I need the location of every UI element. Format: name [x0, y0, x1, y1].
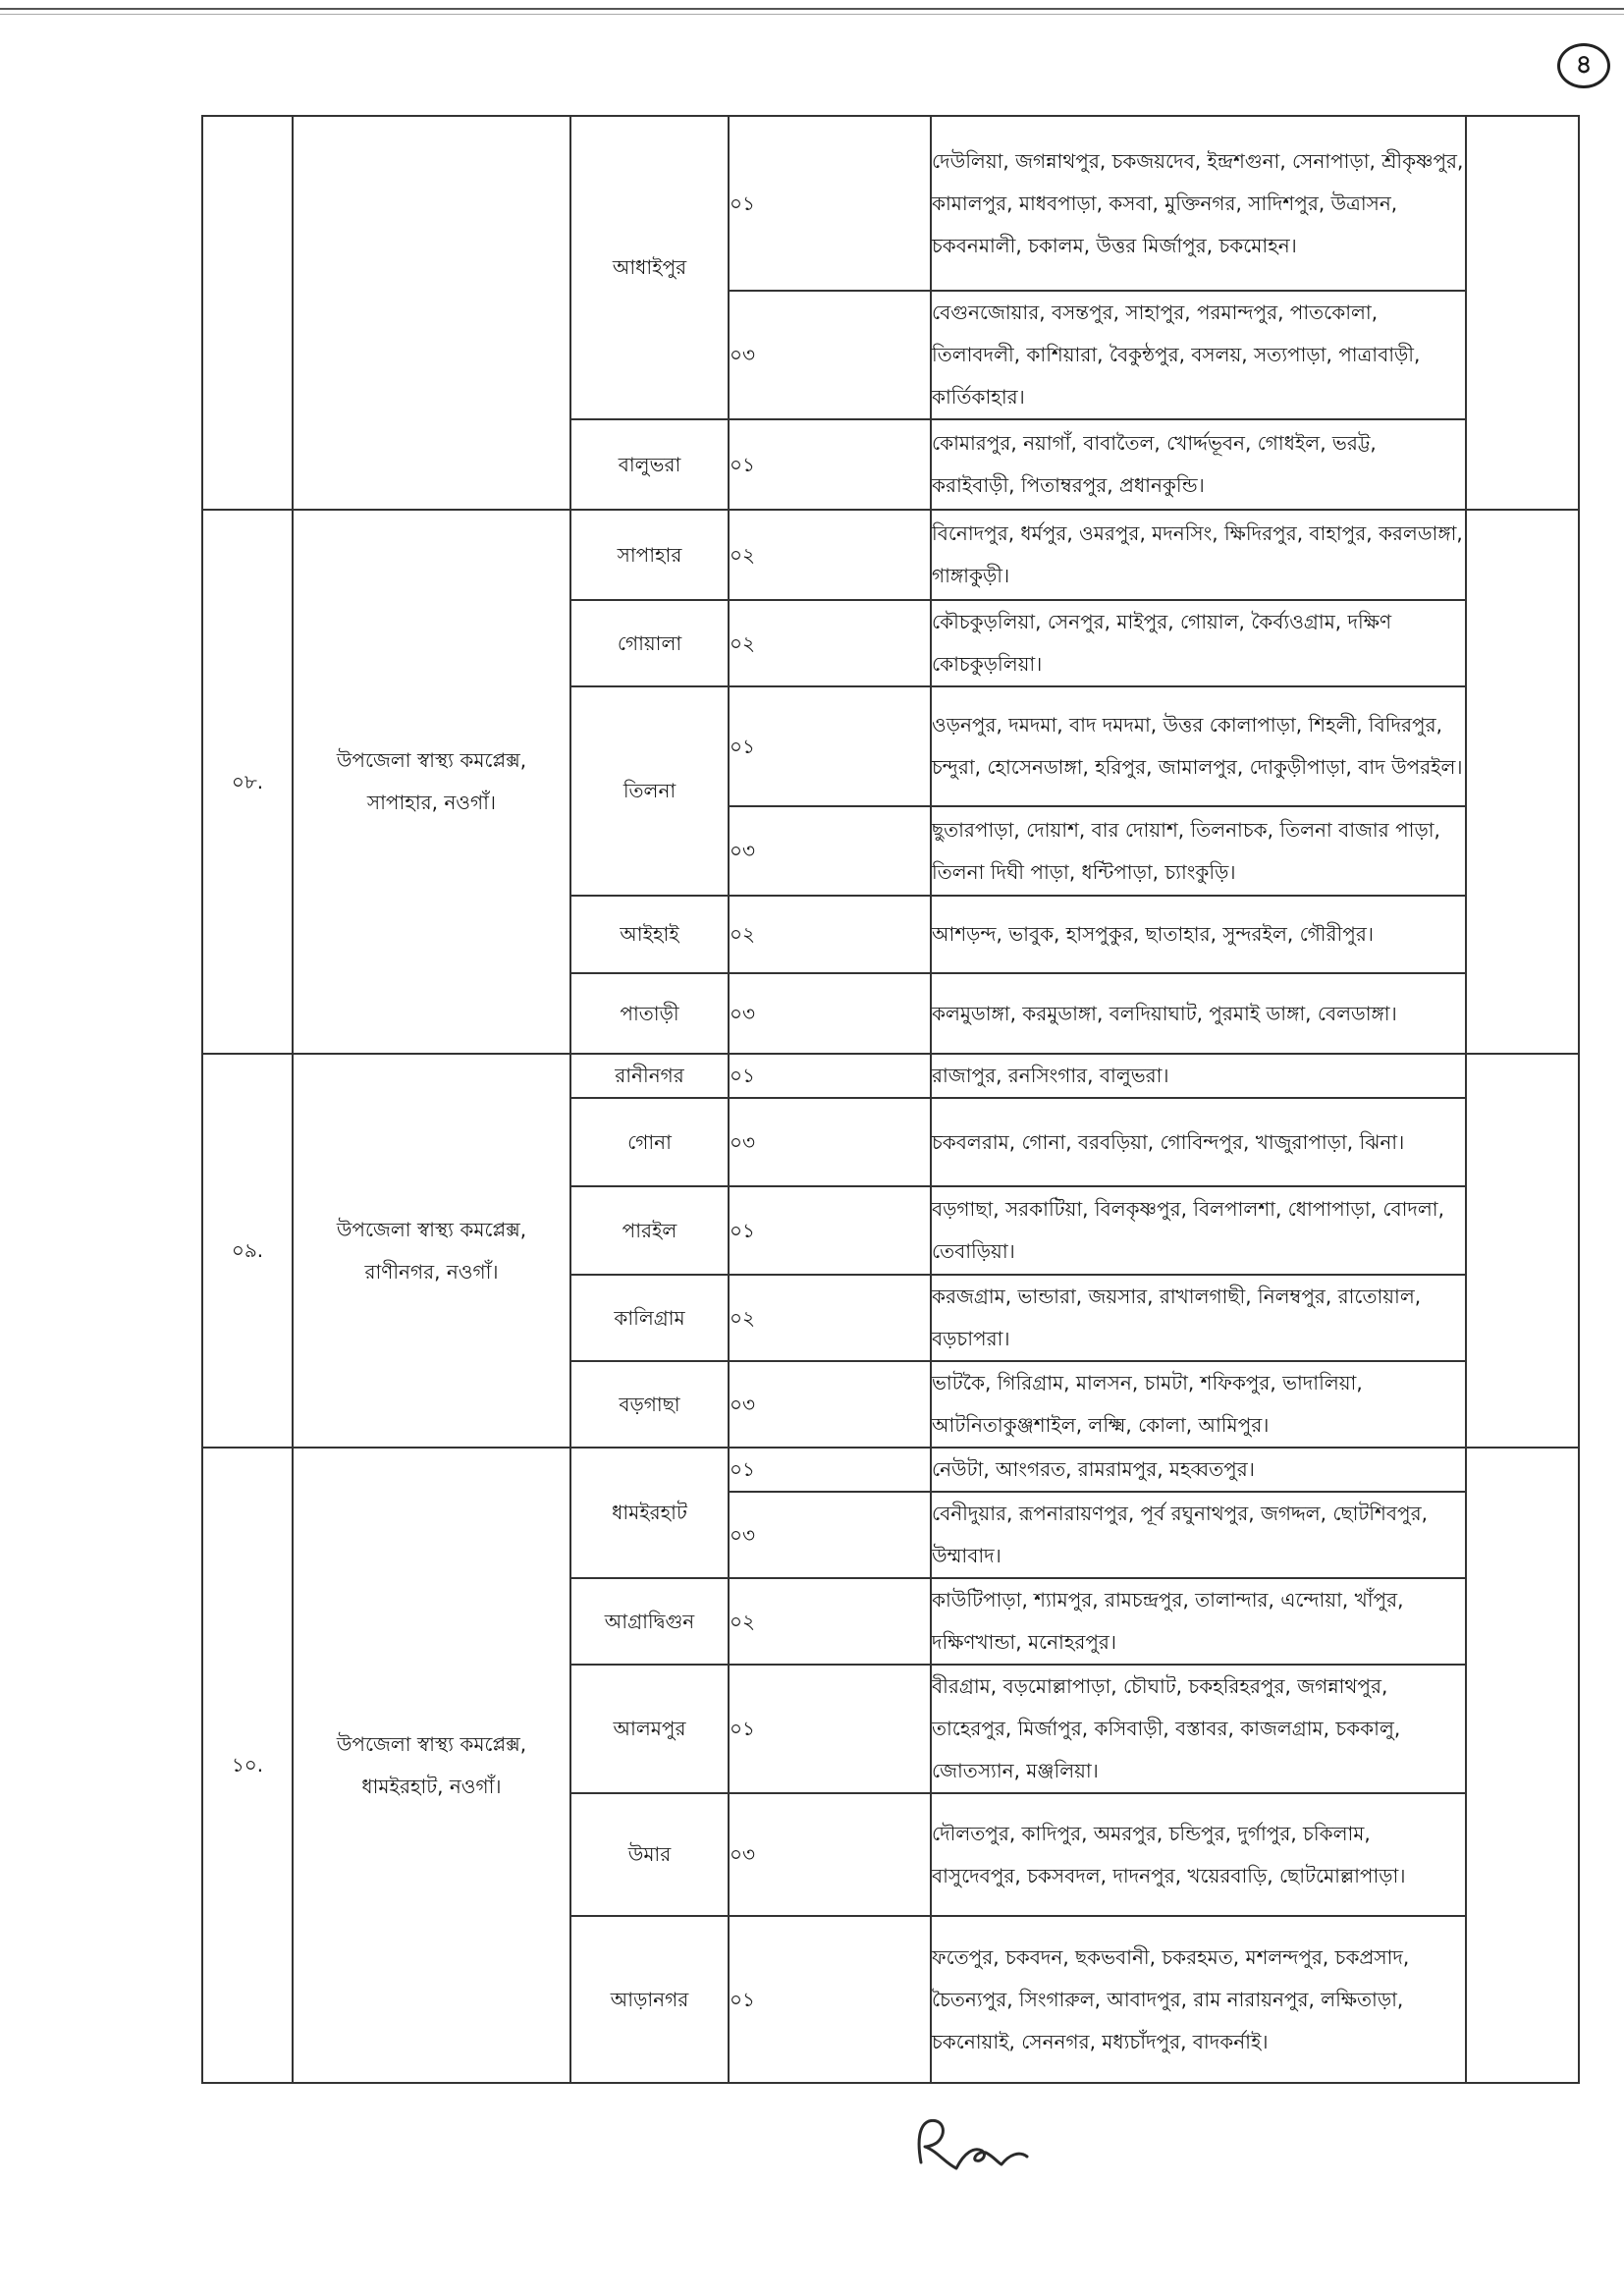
top-border-line-secondary [0, 14, 1624, 15]
village-union-table [201, 115, 1580, 2084]
villages-cell: রাজাপুর, রনসিংগার, বালুভরা। [931, 1054, 1466, 1098]
ward-cell: ০৩ [729, 973, 931, 1054]
ward-cell: ০৩ [729, 1098, 931, 1186]
union-cell: বালুভরা [570, 419, 729, 510]
ward-cell: ০২ [729, 1275, 931, 1361]
remarks-cell [1466, 116, 1579, 510]
serial-cell [202, 116, 293, 510]
ward-cell: ০৩ [729, 1793, 931, 1916]
villages-cell: কাউটিপাড়া, শ্যামপুর, রামচন্দ্রপুর, তালান্দার, এন্দোয়া, খাঁপুর, দক্ষিণখান্ডা, মনোহরপুর। [931, 1578, 1466, 1665]
serial-cell: ০৮. [202, 510, 293, 1054]
union-cell: আধাইপুর [570, 116, 729, 419]
top-border-line [0, 8, 1624, 10]
villages-cell: কৌচকুড়লিয়া, সেনপুর, মাইপুর, গোয়াল, কৈর্ব্যওগ্রাম, দক্ষিণ কোচকুড়লিয়া। [931, 600, 1466, 686]
villages-cell: কলমুডাঙ্গা, করমুডাঙ্গা, বলদিয়াঘাট, পুরমাই ডাঙ্গা, বেলডাঙ্গা। [931, 973, 1466, 1054]
union-cell: আড়ানগর [570, 1916, 729, 2083]
ward-cell: ০২ [729, 896, 931, 973]
ward-cell: ০১ [729, 1448, 931, 1492]
union-cell: কালিগ্রাম [570, 1275, 729, 1361]
ward-cell: ০১ [729, 1186, 931, 1275]
hospital-cell: উপজেলা স্বাস্থ্য কমপ্লেক্স, ধামইরহাট, নওগাঁ। [293, 1448, 570, 2083]
ward-cell: ০২ [729, 600, 931, 686]
table-row [202, 116, 1579, 291]
signature-mark [903, 2111, 1080, 2180]
union-cell: আগ্রাদ্বিগুন [570, 1578, 729, 1665]
ward-cell: ০১ [729, 1916, 931, 2083]
villages-cell: দেউলিয়া, জগন্নাথপুর, চকজয়দেব, ইন্দ্রশগুনা, সেনাপাড়া, শ্রীকৃষ্ণপুর, কামালপুর, মাধবপাড়া, কসবা, মুক্তিনগর, সাদিশপুর, উত্রাসন, চকবনমালী, চকালম, উত্তর মির্জাপুর, চকমোহন। [931, 116, 1466, 291]
union-cell: গোনা [570, 1098, 729, 1186]
villages-cell: চকবলরাম, গোনা, বরবড়িয়া, গোবিন্দপুর, খাজুরাপাড়া, ঝিনা। [931, 1098, 1466, 1186]
union-cell: গোয়ালা [570, 600, 729, 686]
villages-cell: করজগ্রাম, ভান্ডারা, জয়সার, রাখালগাছী, নিলম্বপুর, রাতোয়াল, বড়চাপরা। [931, 1275, 1466, 1361]
ward-cell: ০৩ [729, 806, 931, 896]
villages-cell: ছুতারপাড়া, দোয়াশ, বার দোয়াশ, তিলনাচক, তিলনা বাজার পাড়া, তিলনা দিঘী পাড়া, ধন্টিপাড়া, চ্যাংকুড়ি। [931, 806, 1466, 896]
villages-cell: দৌলতপুর, কাদিপুর, অমরপুর, চন্ডিপুর, দুর্গাপুর, চকিলাম, বাসুদেবপুর, চকসবদল, দাদনপুর, খয়েরবাড়ি, ছোটমোল্লাপাড়া। [931, 1793, 1466, 1916]
remarks-cell [1466, 510, 1579, 1054]
union-cell: ধামইরহাট [570, 1448, 729, 1578]
union-cell: পারইল [570, 1186, 729, 1275]
remarks-cell [1466, 1448, 1579, 2083]
villages-cell: ওড়নপুর, দমদমা, বাদ দমদমা, উত্তর কোলাপাড়া, শিহলী, বিদিরপুর, চন্দুরা, হোসেনডাঙ্গা, হরিপুর, জামালপুর, দোকুড়ীপাড়া, বাদ উপরইল। [931, 686, 1466, 806]
villages-cell: বেনীদুয়ার, রূপনারায়ণপুর, পূর্ব রঘুনাথপুর, জগদ্দল, ছোটশিবপুর, উম্মাবাদ। [931, 1492, 1466, 1578]
table-row [202, 1054, 1579, 1098]
villages-cell: বেগুনজোয়ার, বসন্তপুর, সাহাপুর, পরমান্দপুর, পাতকোলা, তিলাবদলী, কাশিয়ারা, বৈকুন্ঠপুর, বসলয়, সত্যপাড়া, পাত্রাবাড়ী, কার্তিকাহার। [931, 291, 1466, 419]
hospital-cell: উপজেলা স্বাস্থ্য কমপ্লেক্স, সাপাহার, নওগাঁ। [293, 510, 570, 1054]
union-cell: রানীনগর [570, 1054, 729, 1098]
villages-cell: আশড়ন্দ, ভাবুক, হাসপুকুর, ছাতাহার, সুন্দরইল, গৌরীপুর। [931, 896, 1466, 973]
page-number-badge [1557, 43, 1610, 88]
ward-cell: ০৩ [729, 291, 931, 419]
ward-cell: ০১ [729, 1054, 931, 1098]
page-number: ৪ [1575, 50, 1593, 80]
villages-cell: ভাটকৈ, গিরিগ্রাম, মালসন, চামটা, শফিকপুর, ভাদালিয়া, আটনিতাকুঞ্জশাইল, লক্ষ্মি, কোলা, আমিপুর। [931, 1361, 1466, 1448]
union-cell: সাপাহার [570, 510, 729, 600]
ward-cell: ০৩ [729, 1361, 931, 1448]
villages-cell: নেউটা, আংগরত, রামরামপুর, মহব্বতপুর। [931, 1448, 1466, 1492]
ward-cell: ০৩ [729, 1492, 931, 1578]
ward-cell: ০১ [729, 116, 931, 291]
serial-cell: ০৯. [202, 1054, 293, 1448]
remarks-cell [1466, 1054, 1579, 1448]
hospital-cell [293, 116, 570, 510]
table-row [202, 1448, 1579, 1492]
hospital-cell: উপজেলা স্বাস্থ্য কমপ্লেক্স, রাণীনগর, নওগাঁ। [293, 1054, 570, 1448]
ward-cell: ০১ [729, 686, 931, 806]
ward-cell: ০২ [729, 510, 931, 600]
villages-cell: বড়গাছা, সরকাটিয়া, বিলকৃষ্ণপুর, বিলপালশা, ধোপাপাড়া, বোদলা, তেবাড়িয়া। [931, 1186, 1466, 1275]
serial-cell: ১০. [202, 1448, 293, 2083]
ward-cell: ০২ [729, 1578, 931, 1665]
villages-cell: কোমারপুর, নয়াগাঁ, বাবাতৈল, খোর্দ্দভূবন, গোধইল, ভরট্ট, করাইবাড়ী, পিতাম্বরপুর, প্রধানকুন্ডি। [931, 419, 1466, 510]
villages-cell: বিনোদপুর, ধর্মপুর, ওমরপুর, মদনসিং, ক্ষিদিরপুর, বাহাপুর, করলডাঙ্গা, গাঙ্গাকুড়ী। [931, 510, 1466, 600]
union-cell: আইহাই [570, 896, 729, 973]
union-cell: বড়গাছা [570, 1361, 729, 1448]
villages-cell: ফতেপুর, চকবদন, ছকভবানী, চকরহমত, মশলন্দপুর, চকপ্রসাদ, চৈতন্যপুর, সিংগারুল, আবাদপুর, রাম নারায়নপুর, লক্ষিতাড়া, চকনোয়াই, সেননগর, মধ্যচাঁদপুর, বাদকর্নাই। [931, 1916, 1466, 2083]
ward-cell: ০১ [729, 419, 931, 510]
union-cell: তিলনা [570, 686, 729, 896]
union-cell: আলমপুর [570, 1665, 729, 1793]
ward-cell: ০১ [729, 1665, 931, 1793]
union-cell: উমার [570, 1793, 729, 1916]
table-row [202, 510, 1579, 600]
villages-cell: বীরগ্রাম, বড়মোল্লাপাড়া, চৌঘাট, চকহরিহরপুর, জগন্নাথপুর, তাহেরপুর, মির্জাপুর, কসিবাড়ী, বস্তাবর, কাজলগ্রাম, চককালু, জোতস্যান, মঞ্জলিয়া। [931, 1665, 1466, 1793]
union-cell: পাতাড়ী [570, 973, 729, 1054]
